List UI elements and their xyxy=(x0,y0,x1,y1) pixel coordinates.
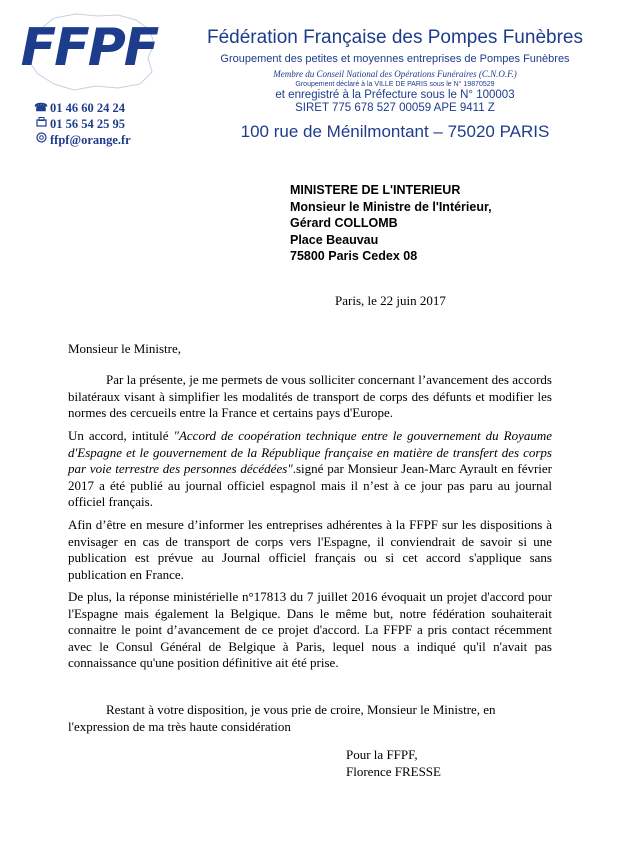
phone-number: 01 46 60 24 24 xyxy=(50,101,125,115)
logo-text: FFPF xyxy=(20,18,158,78)
fax-number: 01 56 54 25 95 xyxy=(50,117,125,131)
agreement-title: "Accord de coopération technique entre le gouvernement du Royaume d'Espagne et le gouvernement de la République française en matière de transfert des corps par voie terrestre des personnes décédées" xyxy=(68,428,553,476)
phone-icon: ☎ xyxy=(34,102,48,114)
prefecture-note: et enregistré à la Préfecture sous le N° 100003 xyxy=(275,89,515,101)
phone-row xyxy=(34,100,144,116)
recipient-line: Gérard COLLOMB xyxy=(290,216,398,230)
email-row xyxy=(34,132,144,148)
signature-block xyxy=(346,746,441,780)
ffpf-logo xyxy=(14,12,164,92)
recipient-line: MINISTERE DE L'INTERIEUR xyxy=(290,183,461,197)
recipient-line: Monsieur le Ministre de l'Intérieur, xyxy=(290,199,492,214)
salutation: Monsieur le Ministre, xyxy=(68,341,182,356)
declaration-note: Groupement déclaré à la VILLE DE PARIS sous le N° 19870529 xyxy=(295,81,495,88)
fax-icon xyxy=(34,116,48,132)
contact-block xyxy=(34,100,144,148)
body-paragraph: Afin d’être en mesure d’informer les entreprises adhérentes à la FFPF sur les dispositions à envisager en cas de transport de corps vers l'Espagne, il conviendrait de savoir si une publication est prévue au Journal officiel français ou si cet accord s'applique sans publication en France. xyxy=(68,517,552,582)
letter-date: Paris, le 22 juin 2017 xyxy=(335,293,446,308)
body-paragraph xyxy=(68,428,552,511)
signature-line: Pour la FFPF, xyxy=(346,747,418,762)
recipient-block xyxy=(290,182,590,265)
paragraph-text: .signé par Monsieur Jean-Marc Ayrault en février 2017 a été publié au journal officiel espagnol mais il n’est à ce jour pas paru au journal officiel français. xyxy=(68,461,553,509)
letterhead xyxy=(180,26,610,143)
recipient-line: 75800 Paris Cedex 08 xyxy=(290,249,418,263)
organization-address: 100 rue de Ménilmontant – 75020 PARIS xyxy=(240,122,550,141)
organization-subtitle: Groupement des petites et moyennes entreprises de Pompes Funèbres xyxy=(220,53,570,65)
recipient-line: Place Beauvau xyxy=(290,232,379,247)
signatory-name: Florence FRESSE xyxy=(346,764,441,779)
email-address: ffpf@orange.fr xyxy=(50,133,131,147)
body-paragraph: De plus, la réponse ministérielle n°17813 du 7 juillet 2016 évoquait un projet d'accord pour l'Espagne mais également la Belgique. Dans le même but, notre fédération souhaiterait connaitre le point d’avancement de ce projet d'accord. La FFPF a pris contact récemment avec le Consul Général de Belgique à Paris, lequel nous a indiqué qu'il n'avait pas connaissance qu'une position définitive ait été prise. xyxy=(68,589,552,670)
paragraph-text: Un accord, intitulé xyxy=(68,428,174,443)
closing-paragraph: Restant à votre disposition, je vous prie de croire, Monsieur le Ministre, en l'expression de ma très haute considération xyxy=(68,702,496,734)
email-icon xyxy=(34,132,48,148)
membership-note: Membre du Conseil National des Opérations Funéraires (C.N.O.F.) xyxy=(273,69,517,79)
body-paragraph: Par la présente, je me permets de vous solliciter concernant l’avancement des accords bilatéraux visant à simplifier les modalités de transport de corps des défunts et modifier les normes des cercueils entre la France et certains pays d'Europe. xyxy=(68,372,552,420)
fax-row xyxy=(34,116,144,132)
siret-note: SIRET 775 678 527 00059 APE 9411 Z xyxy=(295,102,495,114)
organization-name: Fédération Française des Pompes Funèbres xyxy=(207,27,583,48)
